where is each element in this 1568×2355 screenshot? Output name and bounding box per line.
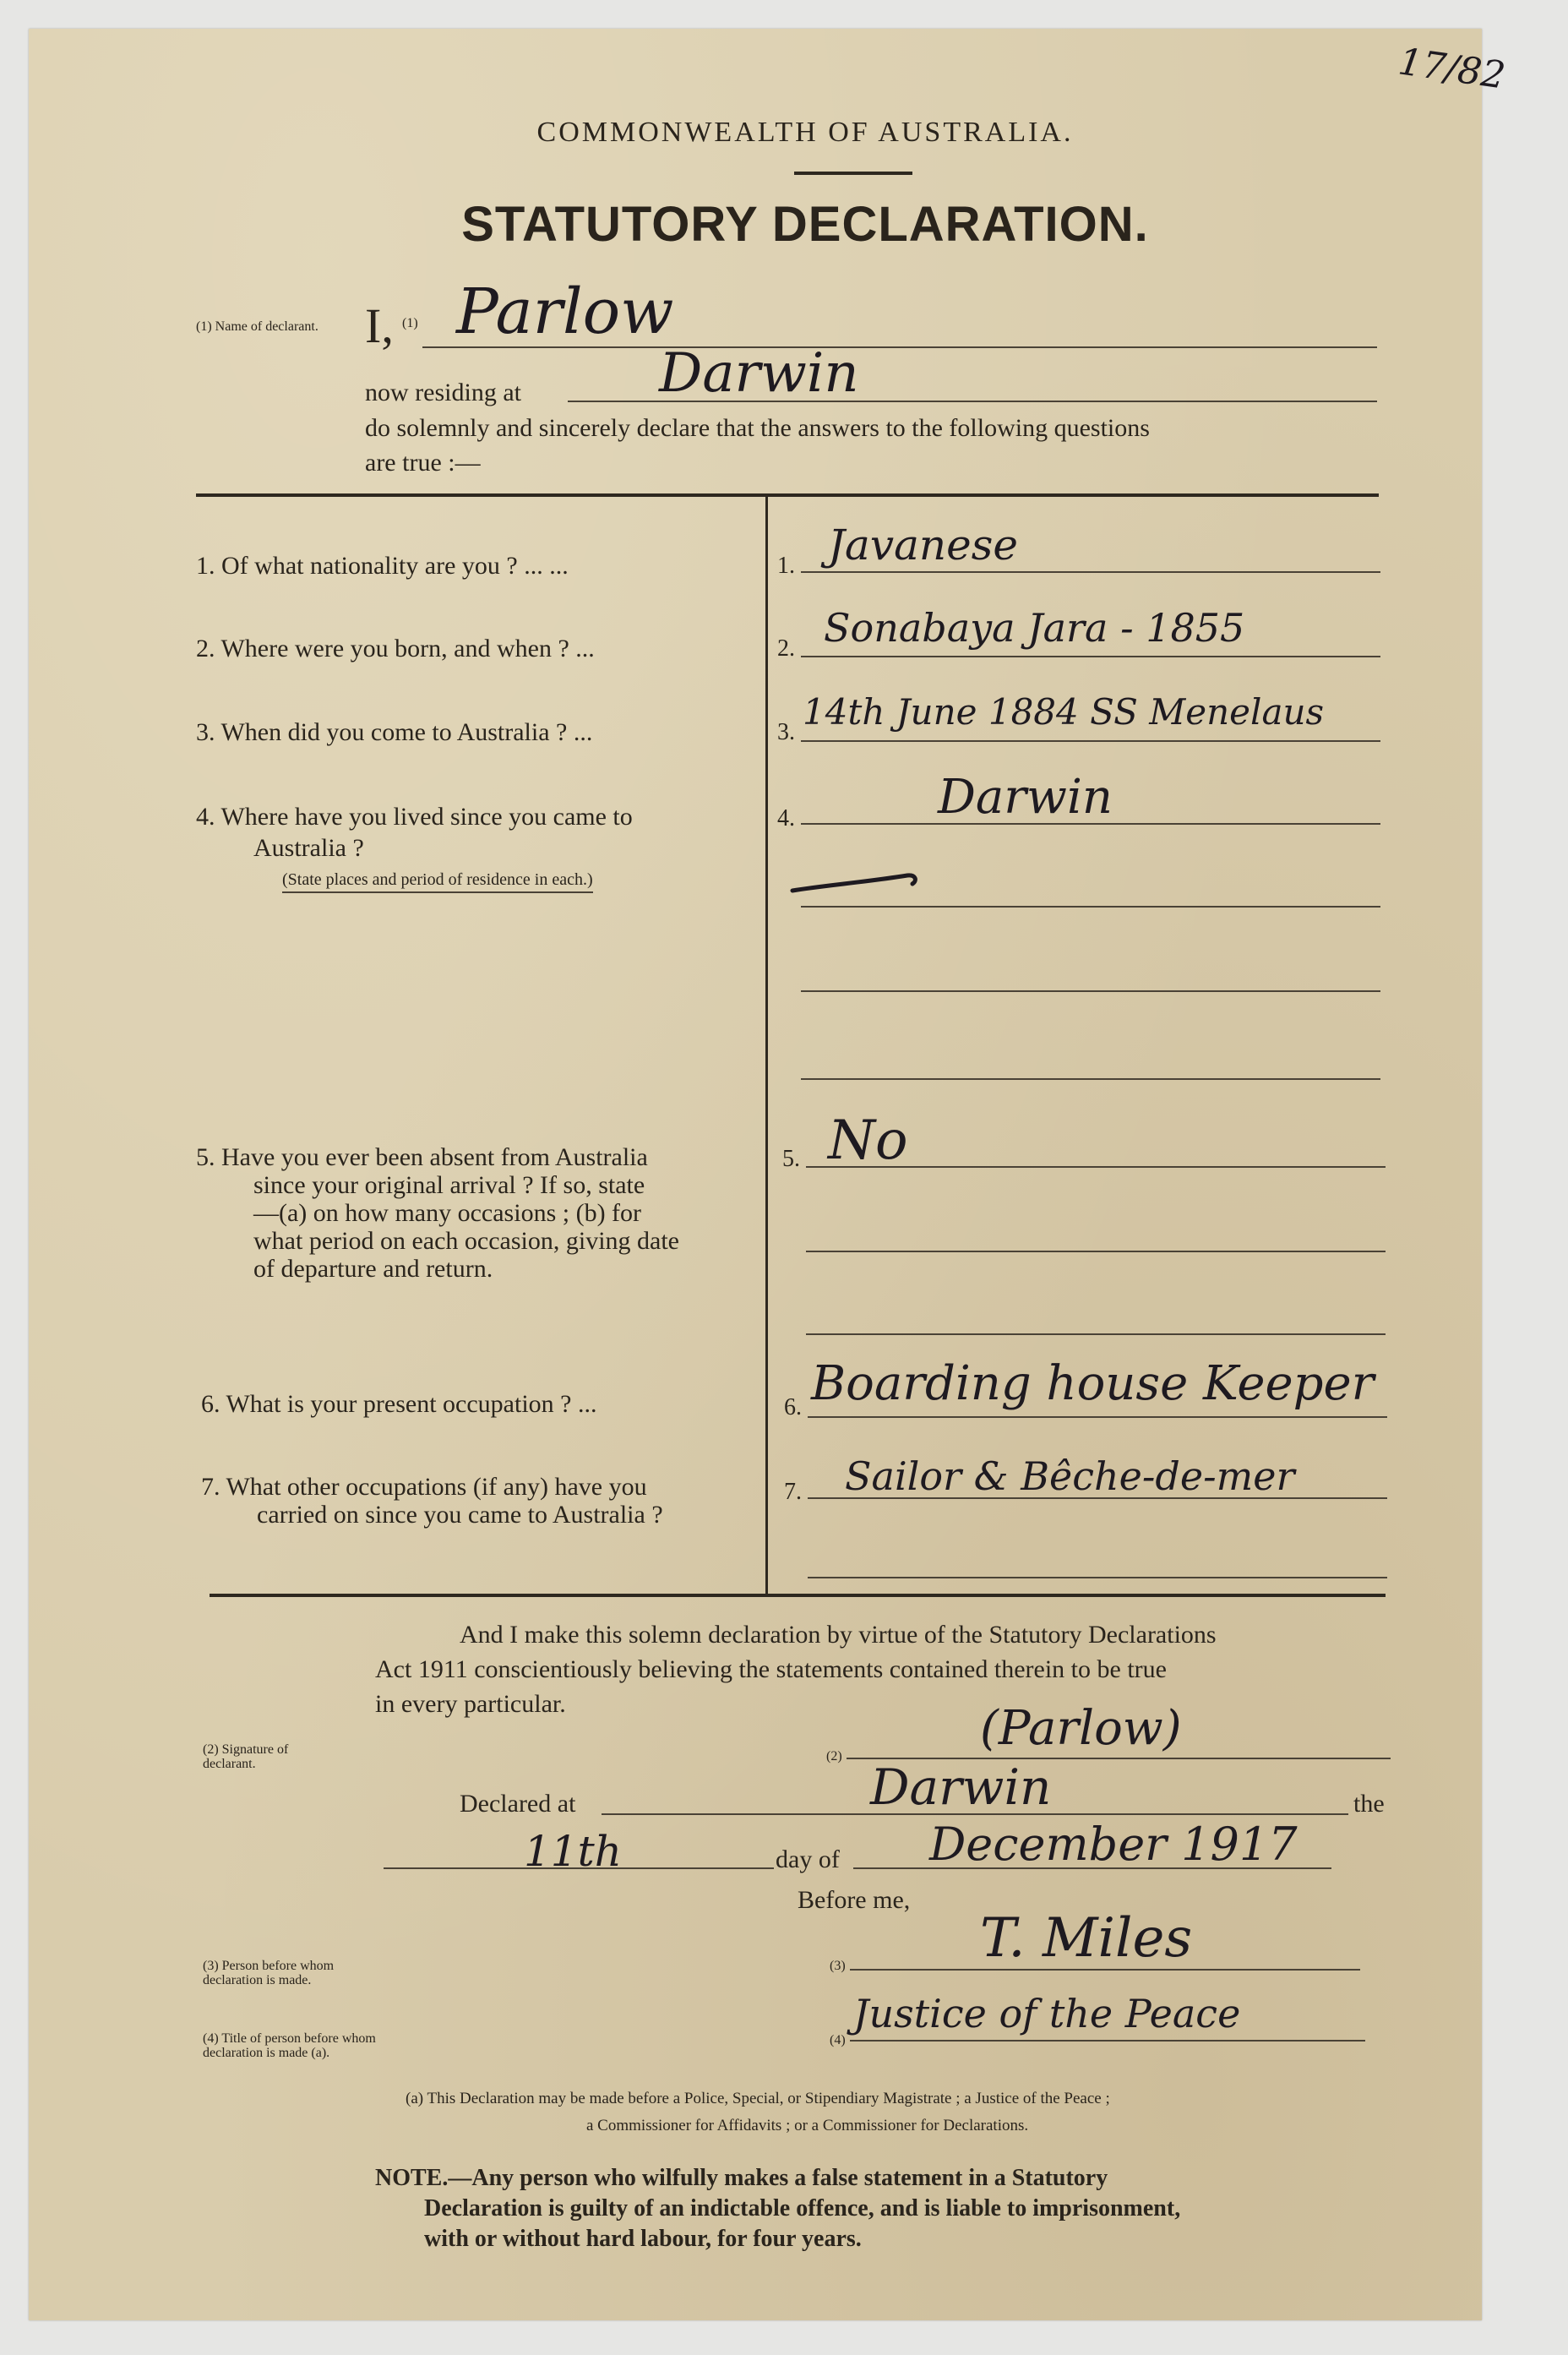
table-top-rule	[196, 493, 1379, 497]
signature-margin-note: (2) Signature of declarant.	[203, 1742, 289, 1771]
closing-line-3: in every particular.	[375, 1690, 566, 1718]
question-5-line-4: what period on each occasion, giving date	[253, 1227, 679, 1255]
residing-label: now residing at	[365, 379, 521, 406]
answer-3: 14th June 1884 SS Menelaus	[803, 691, 1325, 733]
question-1: 1. Of what nationality are you ? ... ...	[196, 552, 569, 580]
question-7-line-1: 7. What other occupations (if any) have you	[201, 1473, 647, 1501]
question-7-line-2: carried on since you came to Australia ?	[257, 1501, 663, 1529]
question-4-line-2: Australia ?	[253, 834, 364, 862]
answer-4-num: 4.	[777, 805, 795, 831]
note-line-3: with or without hard labour, for four years.	[424, 2226, 862, 2252]
declared-place: Darwin	[870, 1758, 1052, 1816]
corner-note: 17/82	[1396, 40, 1508, 98]
title-value: Justice of the Peace	[853, 1991, 1241, 2036]
answer-4-dash-mark	[789, 867, 924, 901]
title-margin-note: (4) Title of person before whom declaration is made (a).	[203, 2031, 376, 2060]
answer-5-line-2	[806, 1251, 1386, 1252]
answer-2-num: 2.	[777, 635, 795, 662]
declarant-signature: (Parlow)	[980, 1701, 1182, 1756]
declared-at-label: Declared at	[460, 1790, 576, 1818]
question-5-line-2: since your original arrival ? If so, state	[253, 1171, 645, 1199]
answer-4-line-4	[801, 1078, 1380, 1080]
question-2: 2. Where were you born, and when ? ...	[196, 635, 595, 662]
day-of-label: day of	[776, 1845, 840, 1873]
answer-5-num: 5.	[782, 1146, 800, 1172]
residence: Darwin	[659, 342, 859, 405]
the-label: the	[1353, 1790, 1385, 1818]
question-5-line-1: 5. Have you ever been absent from Australia	[196, 1143, 648, 1171]
answer-6-line	[808, 1416, 1387, 1418]
i-ref: (1)	[402, 316, 418, 330]
answer-1: Javanese	[828, 521, 1018, 570]
answer-4-line-3	[801, 990, 1380, 992]
answer-7-num: 7.	[784, 1479, 802, 1505]
answer-4: Darwin	[938, 770, 1113, 825]
answer-3-line	[801, 740, 1380, 742]
declare-line-1: do solemnly and sincerely declare that the answers to the following questions	[365, 414, 1150, 442]
answer-5: No	[828, 1109, 908, 1172]
day-value: 11th	[524, 1827, 622, 1876]
note-line-1: NOTE.—Any person who wilfully makes a false statement in a Statutory	[375, 2165, 1108, 2191]
person-signature: T. Miles	[980, 1907, 1193, 1970]
answer-7-line-2	[808, 1577, 1387, 1578]
question-6: 6. What is your present occupation ? ...	[201, 1390, 597, 1418]
question-4-line-1: 4. Where have you lived since you came to	[196, 803, 633, 831]
question-5-line-5: of departure and return.	[253, 1255, 493, 1283]
answer-4-line-2	[801, 906, 1380, 908]
answer-6-num: 6.	[784, 1394, 802, 1420]
title-ref: (4)	[830, 2033, 846, 2047]
person-ref: (3)	[830, 1959, 846, 1973]
question-5-line-3: —(a) on how many occasions ; (b) for	[253, 1199, 642, 1227]
header-divider	[794, 172, 912, 175]
page-title: STATUTORY DECLARATION.	[461, 197, 1149, 252]
answer-1-line	[801, 571, 1380, 573]
answer-5-line-3	[806, 1333, 1386, 1335]
header: COMMONWEALTH OF AUSTRALIA.	[536, 117, 1074, 148]
month-year: December 1917	[929, 1818, 1298, 1871]
declare-line-2: are true :—	[365, 449, 481, 477]
closing-line-2: Act 1911 conscientiously believing the statements contained therein to be true	[375, 1655, 1167, 1683]
answer-7: Sailor & Bêche-de-mer	[845, 1453, 1295, 1499]
question-4-note: (State places and period of residence in each.)	[282, 870, 593, 893]
note-line-2: Declaration is guilty of an indictable offence, and is liable to imprisonment,	[424, 2195, 1181, 2221]
question-3: 3. When did you come to Australia ? ...	[196, 718, 593, 746]
person-margin-note: (3) Person before whom declaration is made.	[203, 1959, 335, 1987]
signature-ref: (2)	[826, 1749, 842, 1764]
footnote-a-line-2: a Commissioner for Affidavits ; or a Commissioner for Declarations.	[586, 2117, 1029, 2134]
answer-3-num: 3.	[777, 719, 795, 745]
answer-1-num: 1.	[777, 553, 795, 579]
answer-6: Boarding house Keeper	[811, 1356, 1375, 1411]
answer-2: Sonabaya Jara - 1855	[824, 605, 1245, 651]
answer-2-line	[801, 656, 1380, 657]
table-bottom-rule	[210, 1594, 1386, 1597]
footnote-a-line-1: (a) This Declaration may be made before a Police, Special, or Stipendiary Magistrate ; a Justice of the Peace ;	[406, 2090, 1110, 2107]
i-label: I,	[365, 298, 394, 353]
title-line	[850, 2040, 1365, 2042]
table-column-rule	[765, 497, 768, 1594]
before-me-label: Before me,	[798, 1886, 911, 1914]
declarant-name: Parlow	[456, 275, 674, 348]
closing-line-1: And I make this solemn declaration by virtue of the Statutory Declarations	[460, 1621, 1217, 1649]
margin-note-name: (1) Name of declarant.	[196, 319, 318, 334]
